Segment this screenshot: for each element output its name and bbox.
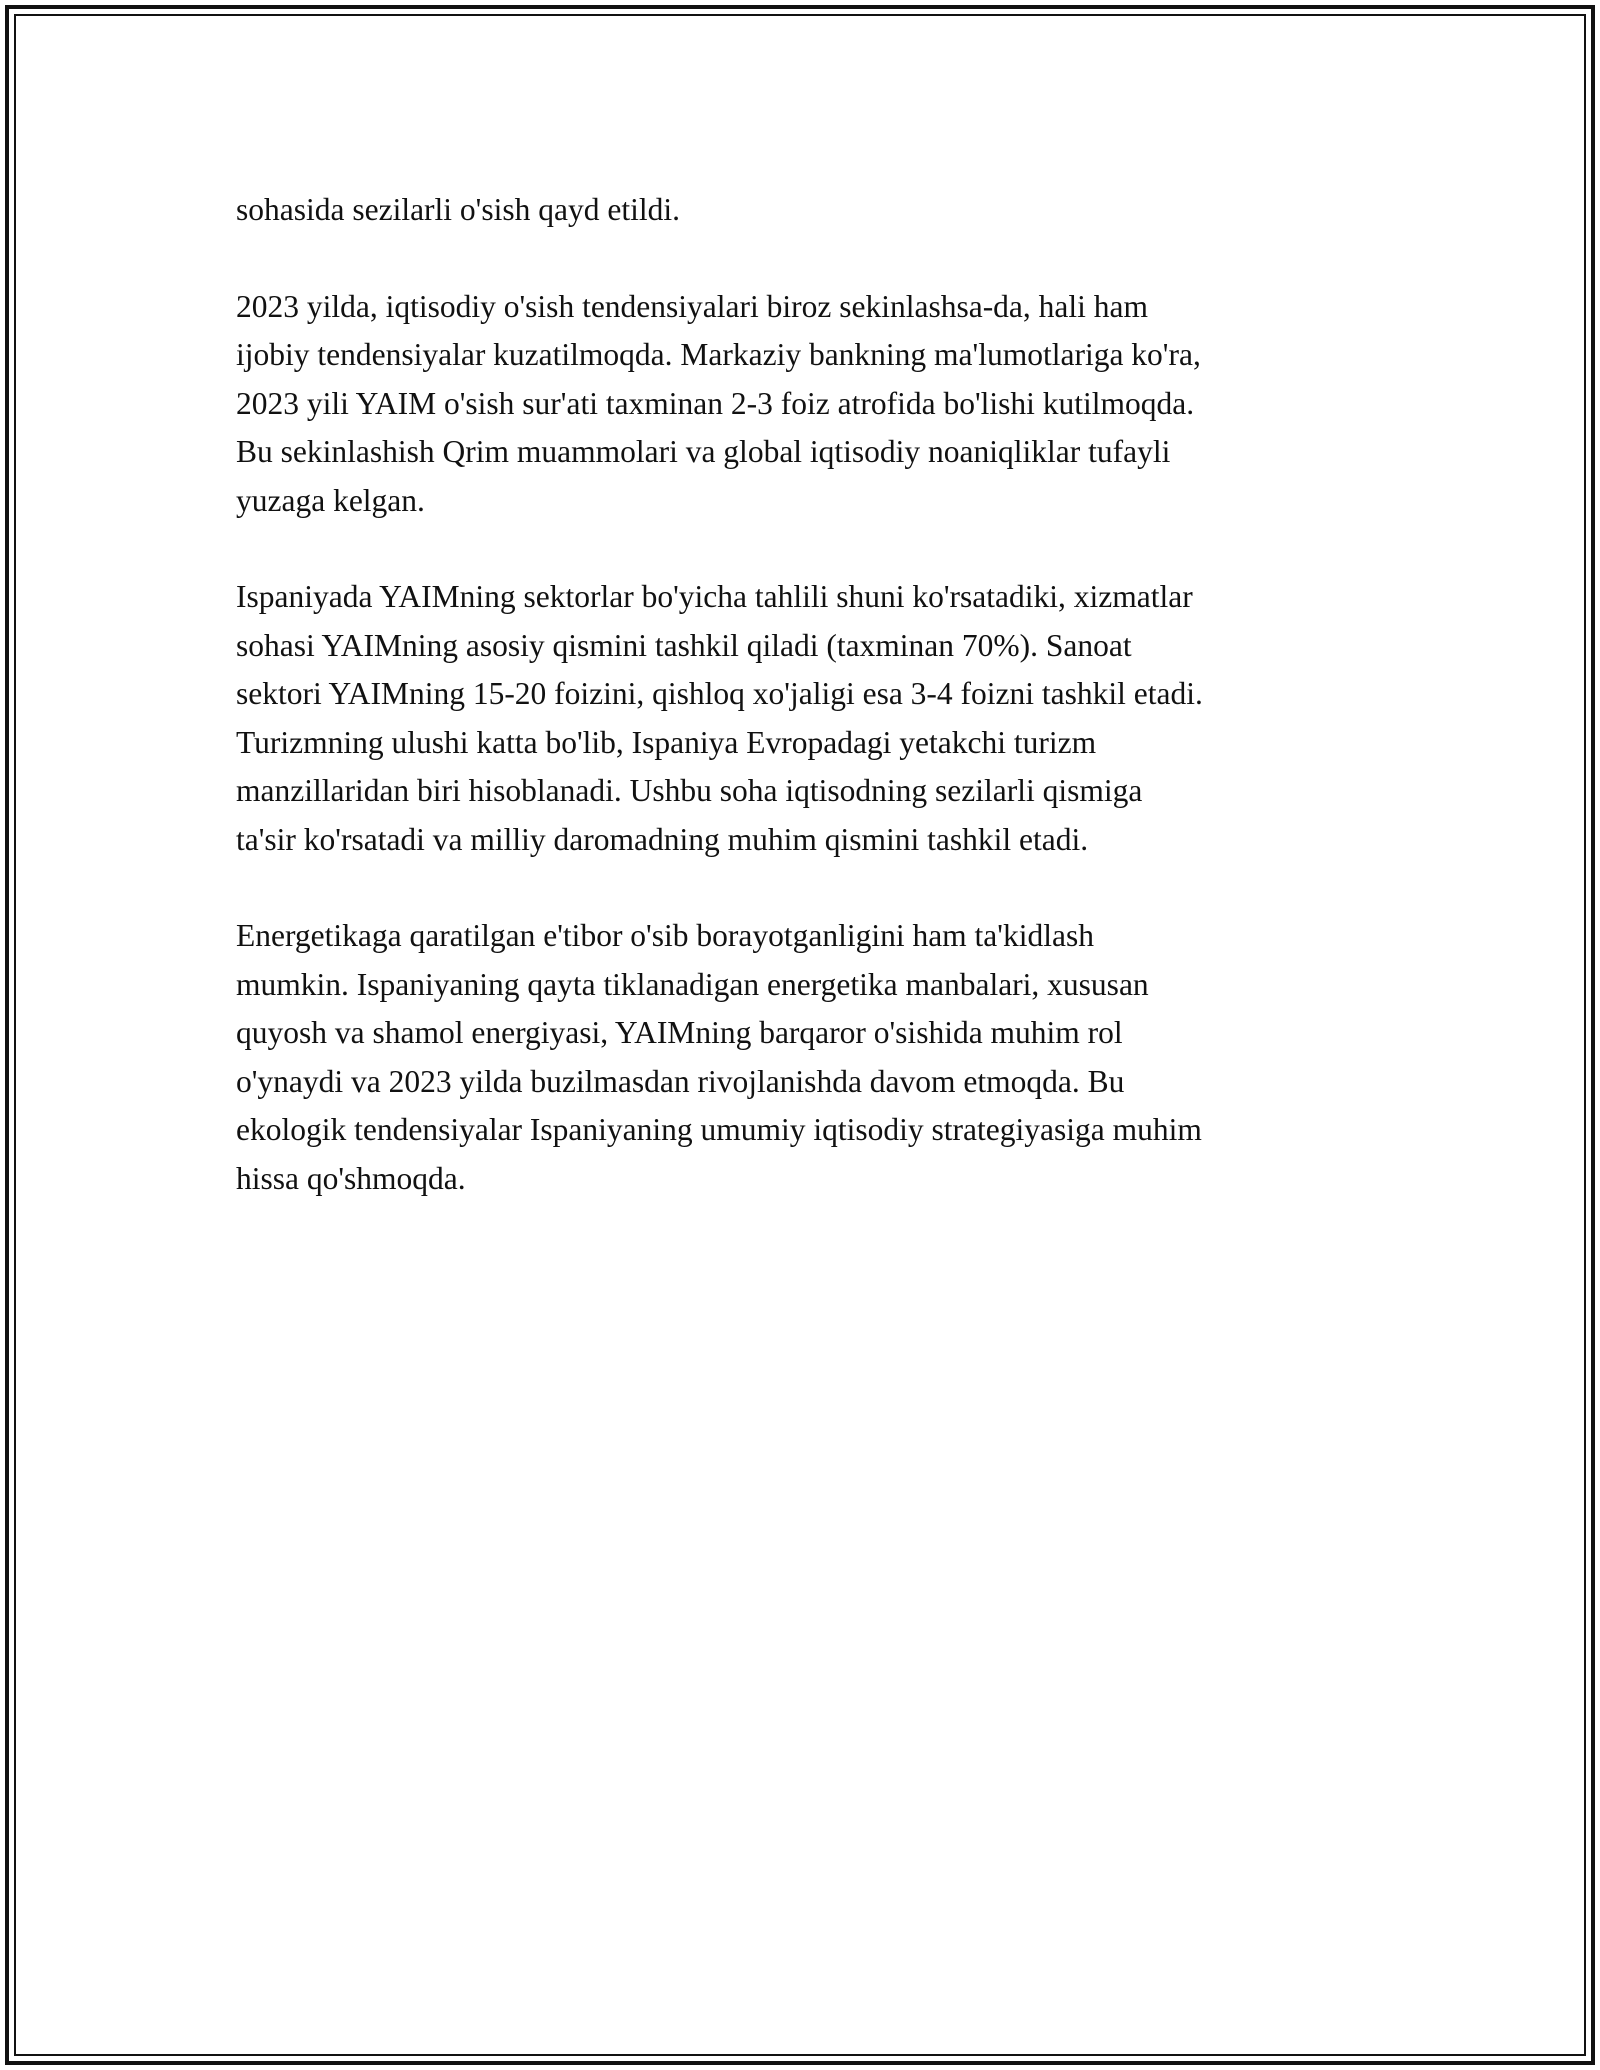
text-line: sektori YAIMning 15-20 foizini, qishloq xo'jaligi esa 3-4 foizni tashkil etadi. (236, 676, 1203, 711)
text-line: Turizmning ulushi katta bo'lib, Ispaniya Evropadagi yetakchi turizm (236, 724, 1097, 760)
text-line: sohasida sezilarli o'sish qayd etildi. (236, 192, 680, 227)
text-line: mumkin. Ispaniyaning qayta tiklanadigan energetika manbalari, xususan (236, 966, 1149, 1002)
paragraph (236, 283, 1376, 526)
text-line: ta'sir ko'rsatadi va milliy daromadning muhim qismini tashkil etadi. (236, 821, 1089, 857)
text-line: Ispaniyada YAIMning sektorlar bo'yicha tahlili shuni ko'rsatadiki, xizmatlar (236, 579, 1193, 614)
text-line: ijobiy tendensiyalar kuzatilmoqda. Markaziy bankning ma'lumotlariga ko'ra, (236, 337, 1201, 372)
text-line: 2023 yili YAIM o'sish sur'ati taxminan 2-3 foiz atrofida bo'lishi kutilmoqda. (236, 385, 1195, 421)
paragraph (236, 912, 1376, 1203)
text-line: manzillaridan biri hisoblanadi. Ushbu soha iqtisodning sezilarli qismiga (236, 773, 1143, 808)
text-line: Bu sekinlashish Qrim muammolari va global iqtisodiy noaniqliklar tufayli (236, 434, 1171, 469)
text-line: Energetikaga qaratilgan e'tibor o'sib borayotganligini ham ta'kidlash (236, 918, 1094, 953)
document-body (236, 186, 1376, 1251)
text-line: 2023 yilda, iqtisodiy o'sish tendensiyalari biroz sekinlashsa-da, hali ham (236, 288, 1149, 324)
text-line: quyosh va shamol energiyasi, YAIMning barqaror o'sishida muhim rol (236, 1015, 1123, 1050)
paragraph (236, 186, 1376, 235)
text-line: sohasi YAIMning asosiy qismini tashkil qiladi (taxminan 70%). Sanoat (236, 627, 1132, 663)
text-line: yuzaga kelgan. (236, 482, 425, 518)
text-line: ekologik tendensiyalar Ispaniyaning umumiy iqtisodiy strategiyasiga muhim (236, 1112, 1202, 1147)
text-line: hissa qo'shmoqda. (236, 1160, 466, 1196)
text-line: o'ynaydi va 2023 yilda buzilmasdan rivojlanishda davom etmoqda. Bu (236, 1063, 1125, 1099)
paragraph (236, 573, 1376, 864)
